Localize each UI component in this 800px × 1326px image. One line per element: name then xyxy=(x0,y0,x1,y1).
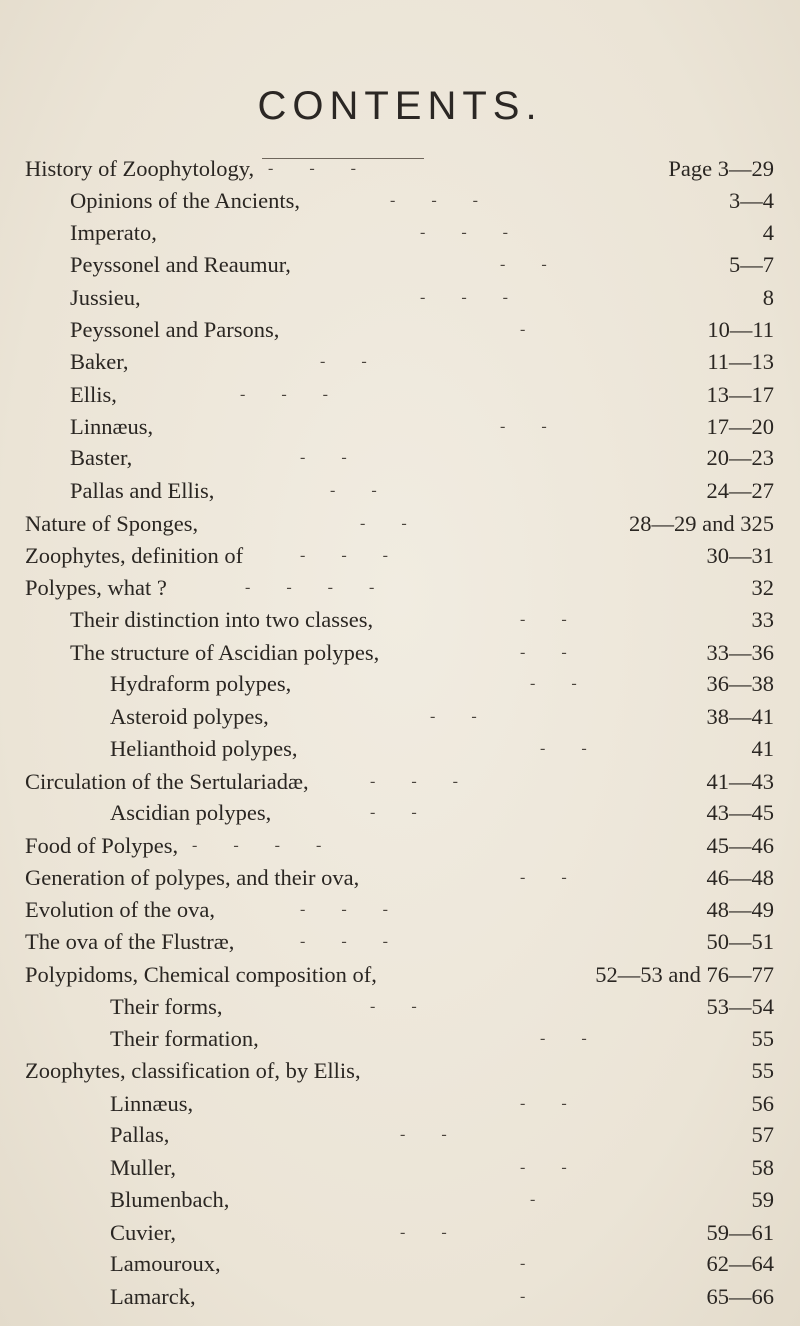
toc-leader-dashes: - - xyxy=(520,1094,568,1112)
toc-entry-title: Baster, xyxy=(70,445,133,471)
toc-leader-dashes: - - xyxy=(320,353,368,371)
toc-leader-dashes: - - - xyxy=(300,546,389,564)
toc-entry-pages: 32 xyxy=(751,575,774,601)
toc-entry-pages: 17—20 xyxy=(706,413,774,439)
toc-entry-pages: 3—4 xyxy=(729,187,774,213)
toc-entry-title: Polypidoms, Chemical composition of, xyxy=(25,961,377,987)
toc-entry-pages: 8 xyxy=(762,284,774,310)
toc-leader-dashes: - xyxy=(520,1255,527,1273)
toc-leader-dashes: - - xyxy=(520,643,568,661)
toc-entry-title: Ascidian polypes, xyxy=(110,800,272,826)
toc-entry-pages: 45—46 xyxy=(706,833,774,859)
toc-entry-title: The structure of Ascidian polypes, xyxy=(70,639,380,665)
toc-entry-title: Evolution of the ova, xyxy=(25,897,215,923)
toc-leader-dashes: - - xyxy=(400,1223,448,1241)
toc-leader-dashes: - - - xyxy=(420,288,509,306)
toc-entry-pages: 43—45 xyxy=(706,800,774,826)
toc-entry-title: Polypes, what ? xyxy=(25,575,167,601)
toc-entry-pages: 55 xyxy=(751,1026,774,1052)
toc-entry-pages: Page 3—29 xyxy=(668,156,774,181)
toc-entry-title: Opinions of the Ancients, xyxy=(70,187,300,213)
toc-entry-pages: 4 xyxy=(762,220,774,246)
toc-entry-pages: 24—27 xyxy=(706,478,774,504)
toc-entry-pages: 5—7 xyxy=(729,252,774,278)
toc-entry-title: Peyssonel and Parsons, xyxy=(70,316,280,342)
toc-entry-title: Asteroid polypes, xyxy=(110,704,269,730)
toc-entry-pages: 59 xyxy=(751,1186,774,1212)
toc-entry-pages: 30—31 xyxy=(706,542,774,568)
toc-entry-title: Peyssonel and Reaumur, xyxy=(70,252,291,278)
toc-entry-pages: 28—29 and 325 xyxy=(629,510,774,536)
toc-leader-dashes: - - xyxy=(530,675,578,693)
toc-leader-dashes: - - - xyxy=(420,224,509,242)
toc-entry-title: Jussieu, xyxy=(70,284,141,310)
toc-entry-pages: 33—36 xyxy=(706,639,774,665)
toc-leader-dashes: - xyxy=(520,1288,527,1306)
toc-leader-dashes: - - xyxy=(500,417,548,435)
toc-entry-title: Generation of polypes, and their ova, xyxy=(25,864,360,890)
toc-entry-pages: 38—41 xyxy=(706,704,774,730)
toc-entry-title: Helianthoid polypes, xyxy=(110,735,298,761)
toc-leader-dashes: - - xyxy=(400,1126,448,1144)
toc-leader-dashes: - - xyxy=(360,514,408,532)
toc-leader-dashes: - xyxy=(520,320,527,338)
toc-leader-dashes: - - xyxy=(300,449,348,467)
toc-entry-title: Nature of Sponges, xyxy=(25,510,199,536)
toc-entry-title: Imperato, xyxy=(70,220,157,246)
toc-entry-pages: 55 xyxy=(751,1058,774,1084)
toc-entry-title: Linnæus, xyxy=(110,1090,194,1116)
toc-entry-pages: 59—61 xyxy=(706,1219,774,1245)
toc-leader-dashes: - - xyxy=(520,1159,568,1177)
toc-entry-title: Lamarck, xyxy=(110,1284,196,1310)
toc-entry-title: Muller, xyxy=(110,1155,176,1181)
toc-entry-pages: 41 xyxy=(751,735,774,761)
toc-leader-dashes: - - xyxy=(500,256,548,274)
toc-entry-title: Linnæus, xyxy=(70,413,154,439)
toc-leader-dashes: - - xyxy=(540,1030,588,1048)
toc-leader-dashes: - - - xyxy=(300,901,389,919)
toc-entry-pages: 58 xyxy=(751,1155,774,1181)
toc-entry-title: History of Zoophytology, xyxy=(25,156,255,181)
toc-entry-pages: 56 xyxy=(751,1090,774,1116)
toc-entry-pages: 46—48 xyxy=(706,864,774,890)
toc-entry-pages: 11—13 xyxy=(707,349,774,375)
toc-leader-dashes: - - - xyxy=(370,772,459,790)
toc-entry-title: Ellis, xyxy=(70,381,117,407)
toc-entry-pages: 57 xyxy=(751,1122,774,1148)
toc-entry-pages: 53—54 xyxy=(706,993,774,1019)
toc-leader-dashes: - - xyxy=(430,708,478,726)
toc-leader-dashes: - - xyxy=(520,611,568,629)
toc-leader-dashes: - - xyxy=(370,997,418,1015)
toc-leader-dashes: - - - xyxy=(300,933,389,951)
toc-entry-pages: 13—17 xyxy=(706,381,774,407)
toc-entry-title: Their forms, xyxy=(110,993,223,1019)
toc-leader-dashes: - - xyxy=(370,804,418,822)
toc-leader-dashes: - - xyxy=(540,739,588,757)
page-title: CONTENTS. xyxy=(257,84,543,128)
toc-entry-pages: 33 xyxy=(751,607,774,633)
toc-entry-title: Zoophytes, definition of xyxy=(25,542,244,568)
toc-entry-pages: 48—49 xyxy=(706,897,774,923)
toc-leader-dashes: - xyxy=(530,1190,537,1208)
toc-entry-title: Baker, xyxy=(70,349,129,375)
toc-entry-title: Their distinction into two classes, xyxy=(70,607,374,633)
toc-entry-title: Lamouroux, xyxy=(110,1251,221,1277)
toc-entry-title: Zoophytes, classification of, by Ellis, xyxy=(25,1058,361,1084)
toc-entry-title: Blumenbach, xyxy=(110,1186,230,1212)
toc-entry-title: Cuvier, xyxy=(110,1219,176,1245)
toc-leader-dashes: - - - - xyxy=(192,837,323,855)
toc-entry-title: Circulation of the Sertulariadæ, xyxy=(25,768,309,794)
toc-entry-title: Pallas and Ellis, xyxy=(70,478,215,504)
toc-entry-title: Food of Polypes, xyxy=(25,833,179,859)
toc-entry-pages: 52—53 and 76—77 xyxy=(595,961,774,987)
toc-entry-pages: 41—43 xyxy=(706,768,774,794)
toc-leader-dashes: - - - xyxy=(240,385,329,403)
toc-leader-dashes: - - - - xyxy=(245,579,376,597)
toc-entry-pages: 36—38 xyxy=(706,671,774,697)
toc-entry-pages: 50—51 xyxy=(706,929,774,955)
toc-entry-title: Pallas, xyxy=(110,1122,170,1148)
toc-leader-dashes: - - - xyxy=(268,160,357,177)
toc-entry-title: Their formation, xyxy=(110,1026,259,1052)
toc-entry-pages: 62—64 xyxy=(706,1251,774,1277)
toc-leader-dashes: - - - xyxy=(390,191,479,209)
toc-entry-pages: 20—23 xyxy=(706,445,774,471)
toc-leader-dashes: - - xyxy=(520,868,568,886)
toc-entry-pages: 65—66 xyxy=(706,1284,774,1310)
toc-entry-pages: 10—11 xyxy=(707,316,774,342)
toc-leader-dashes: - - xyxy=(330,482,378,500)
toc-entry-title: The ova of the Flustræ, xyxy=(25,929,235,955)
toc-entry-title: Hydraform polypes, xyxy=(110,671,292,697)
